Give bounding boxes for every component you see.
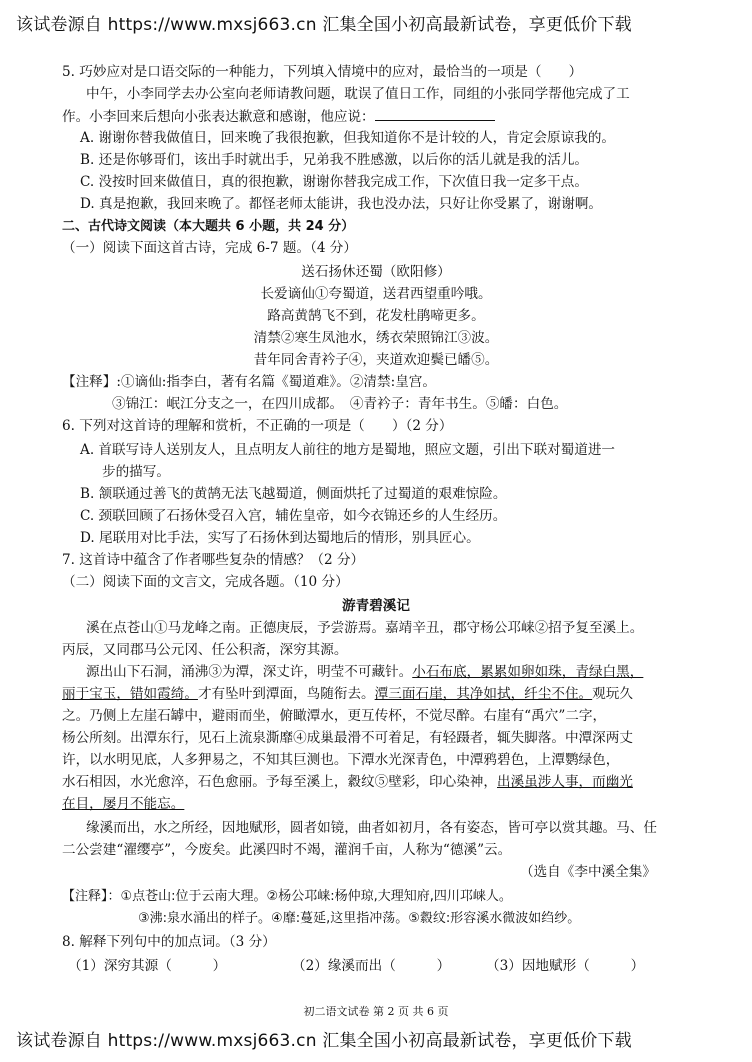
essay-line-4 [62, 684, 633, 705]
q6-stem: 6. 下列对这首诗的理解和赏析，不正确的一项是（ ）（2 分） [62, 418, 453, 434]
essay-line-10: 缘溪而出，水之所经，因地赋形，圆者如镜，曲者如初月，各有姿态，皆可亭以赏其趣。马、任 [86, 820, 657, 836]
q5-context-line1: 中午，小李同学去办公室向老师请教问题，耽误了值日工作，同组的小张同学帮他完成了工 [86, 86, 630, 102]
q6-option-a: A. 首联写诗人送别友人，且点明友人前往的地方是蜀地，照应文题，引出下联对蜀道进一 [80, 442, 616, 458]
q5-answer-blank [375, 106, 495, 121]
essay-underlined-2: 丽于宝玉，错如霞绮。 [62, 686, 198, 702]
section2-title: 二、古代诗文阅读（本大题共 6 小题，共 24 分） [62, 219, 355, 234]
q5-option-c: C. 没按时回来做值日，真的很抱歉，谢谢你替我完成工作，下次值日我一定多干点。 [80, 174, 588, 190]
essay-underlined-1: 小石布底，累累如卵如珠，青绿白黑， [412, 664, 644, 680]
q5-option-a: A. 谢谢你替我做值日，回来晚了我很抱歉，但我知道你不是计较的人，肯定会原谅我的。 [80, 130, 616, 146]
q6-option-b: B. 颔联通过善飞的黄鹄无法飞越蜀道，侧面烘托了过蜀道的艰难惊险。 [80, 486, 507, 502]
poem-note-2: ③锦江：岷江分支之一，在四川成都。 ④青衿子：青年书生。⑤皤：白色。 [112, 396, 568, 412]
essay-note-2: ③沸:泉水涌出的样子。④靡:蔓延,这里指冲荡。⑤縠纹:形容溪水微波如绉纱。 [138, 911, 581, 926]
essay-underlined-5: 在目，屡月不能忘。 [62, 796, 185, 812]
q5-context-text: 作。小李回来后想向小张表达歉意和感谢，他应说： [62, 109, 375, 125]
q6-option-d: D. 尾联用对比手法，实写了石扬休到达蜀地后的情形，别具匠心。 [80, 530, 480, 546]
essay-line-11: 二公尝建“濯缨亭”，今废矣。此溪四时不竭，灌润千亩，人称为“德溪”云。 [62, 842, 512, 858]
essay-line-9 [62, 794, 184, 815]
source-banner-bottom: 该试卷源自 https://www.mxsj663.cn 汇集全国小初高最新试卷，享更低价下载 [16, 1031, 632, 1051]
q5-context-line2 [62, 106, 495, 128]
poem-line-4: 昔年同舍青衿子④，夹道欢迎鬓已皤⑤。 [253, 352, 499, 368]
q8-item-3: （3）因地赋形（ ） [486, 958, 645, 974]
essay-line-4-text: 才有坠叶到潭面，鸟随衔去。 [197, 686, 375, 702]
part2-intro: （二）阅读下面的文言文，完成各题。（10 分） [62, 574, 349, 590]
source-banner-top: 该试卷源自 https://www.mxsj663.cn 汇集全国小初高最新试卷，享更低价下载 [16, 15, 632, 35]
q5-option-d: D. 真是抱歉，我回来晚了。都怪老师太能讲，我也没办法，只好让你受累了，谢谢啊。 [80, 196, 603, 212]
essay-source: （选自《李中溪全集》 [520, 864, 656, 880]
essay-line-4-tail: 观玩久 [592, 686, 633, 702]
poem-line-2: 路高黄鹄飞不到，花发杜鹃啼更多。 [267, 308, 485, 324]
poem-title: 送石扬休还蜀（欧阳修） [301, 264, 451, 280]
essay-line-2: 丙辰，又同郡马公元冈、任公积斋，深穷其源。 [62, 642, 348, 658]
q7-stem: 7. 这首诗中蕴含了作者哪些复杂的情感？（2 分） [62, 552, 365, 568]
part1-intro: （一）阅读下面这首古诗，完成 6-7 题。（4 分） [62, 240, 357, 256]
q5-stem: 5. 巧妙应对是口语交际的一种能力，下列填入情境中的应对，最恰当的一项是（ ） [62, 64, 583, 80]
essay-line-5: 之。乃侧上左崖石罅中，避雨而坐，俯瞰潭水，更互传杯，不觉尽醉。右崖有“禹穴”二字， [62, 708, 607, 724]
q8-item-2: （2）缘溪而出（ ） [292, 958, 451, 974]
essay-line-8 [62, 772, 633, 793]
q8-item-1: （1）深穷其源（ ） [68, 958, 227, 974]
essay-title: 游青碧溪记 [342, 598, 410, 614]
page-footer: 初二语文试卷 第 2 页 共 6 页 [303, 1005, 449, 1018]
q6-option-c: C. 颈联回顾了石扬休受召入宫，辅佐皇帝，如今衣锦还乡的人生经历。 [80, 508, 507, 524]
poem-note-1: 【注释】:①谪仙:指李白，著有名篇《蜀道难》。②清禁:皇宫。 [62, 374, 436, 390]
essay-line-6: 杨公所刻。出潭东行，见石上流泉澌靡④成巢最滑不可着足，有轻蹑者，辄失脚落。中潭深两丈 [62, 730, 633, 746]
essay-underlined-4: 出溪虽涉人事，而幽光 [497, 774, 633, 790]
essay-line-7: 许，以水明见底，人多狎易之，不知其巨测也。下潭水光深青色，中潭鸦碧色，上潭鹦绿色， [62, 752, 620, 768]
essay-line-8-text: 水石相因，水光愈淬，石色愈丽。予每至溪上，縠纹⑤壁彩，印心染神， [62, 774, 497, 790]
essay-line-1: 溪在点苍山①马龙峰之南。正德庚辰，予尝游焉。嘉靖辛丑，郡守杨公邛崃②招予复至溪上。 [86, 620, 644, 636]
poem-line-3: 清禁②寒生凤池水，绣衣荣照锦江③波。 [253, 330, 499, 346]
essay-note-1: 【注释】：①点苍山:位于云南大理。②杨公邛崃:杨仲琼,大理知府,四川邛崃人。 [62, 889, 512, 904]
essay-line-3 [86, 662, 643, 683]
q6-option-a-cont: 步的描写。 [102, 464, 170, 480]
essay-underlined-3: 潭三面石崖，其净如拭，纤尘不住。 [374, 686, 593, 702]
q8-stem: 8. 解释下列句中的加点词。（3 分） [62, 934, 276, 950]
q5-option-b: B. 还是你够哥们，该出手时就出手，兄弟我不胜感激，以后你的活儿就是我的活儿。 [80, 152, 589, 168]
poem-line-1: 长爱谪仙①夸蜀道，送君西望重吟哦。 [260, 286, 492, 302]
essay-line-3-text: 源出山下石洞，涌沸③为潭，深丈许，明莹不可藏针。 [86, 664, 413, 680]
